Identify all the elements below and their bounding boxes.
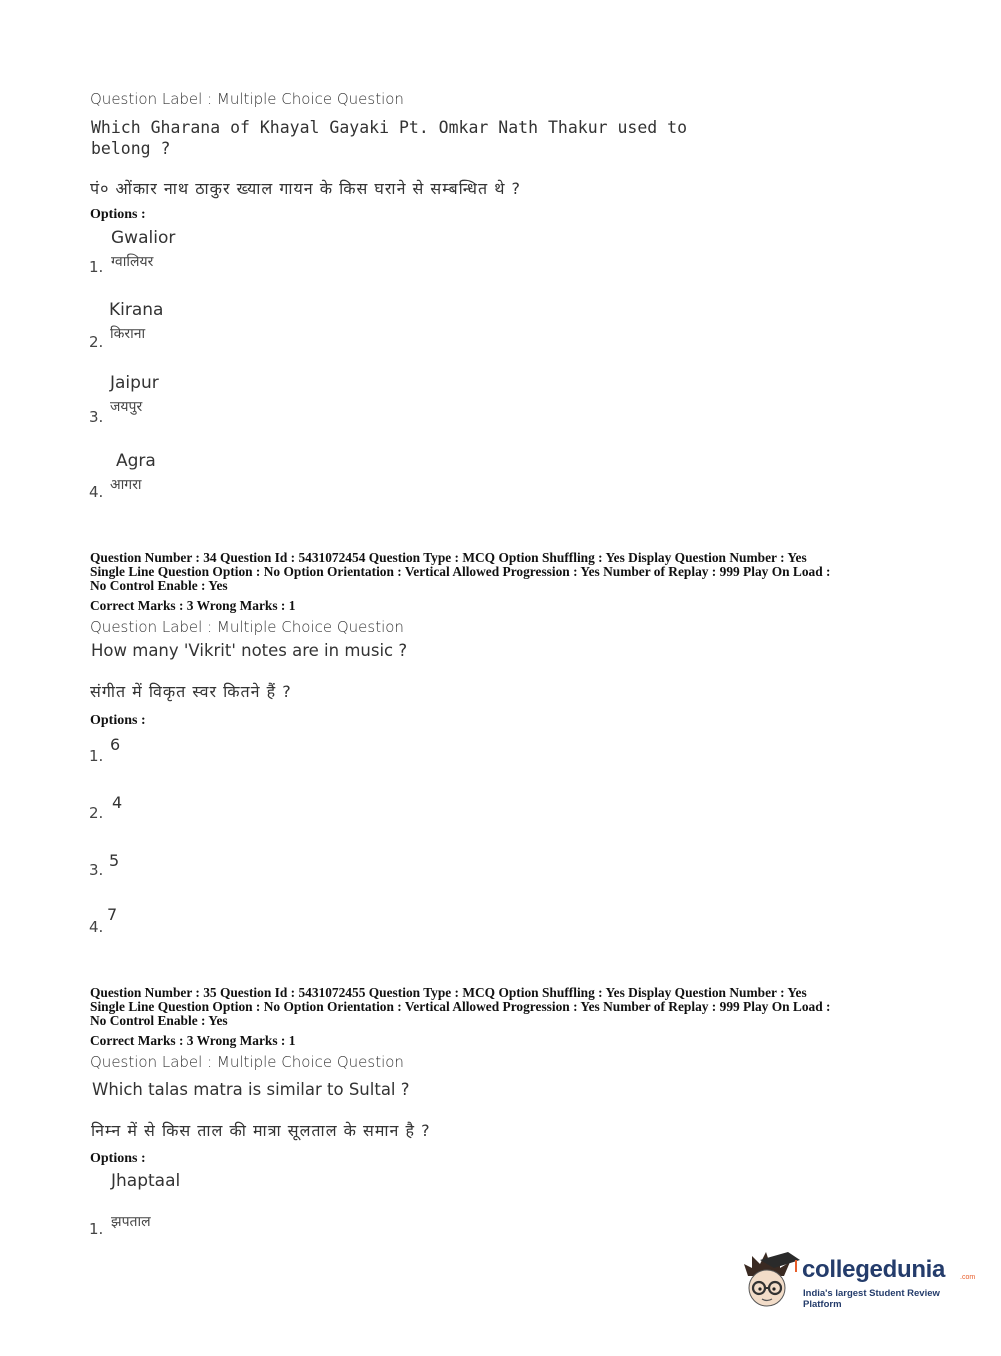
mascot-icon bbox=[740, 1248, 802, 1312]
option-4-number: 4. bbox=[89, 918, 104, 936]
option-3-value: 5 bbox=[109, 851, 120, 870]
question-text: Which talas matra is similar to Sultal ? bbox=[92, 1080, 410, 1099]
option-1-number: 1. bbox=[89, 1220, 104, 1238]
question-marks: Correct Marks : 3 Wrong Marks : 1 bbox=[90, 598, 296, 613]
option-3-number: 3. bbox=[89, 861, 104, 879]
question-label: Question Label : Multiple Choice Question bbox=[90, 90, 404, 108]
question-label: Question Label : Multiple Choice Question bbox=[90, 1053, 404, 1071]
question-text: How many 'Vikrit' notes are in music ? bbox=[91, 641, 408, 660]
question-marks: Correct Marks : 3 Wrong Marks : 1 bbox=[90, 1033, 296, 1048]
options-label: Options : bbox=[90, 713, 146, 728]
question-meta-line3: No Control Enable : Yes bbox=[90, 1013, 228, 1028]
options-label: Options : bbox=[90, 207, 146, 222]
collegedunia-logo bbox=[740, 1248, 976, 1318]
options-label: Options : bbox=[90, 1151, 146, 1166]
logo-domain-suffix: .com bbox=[960, 1274, 976, 1281]
option-1-number: 1. bbox=[89, 258, 104, 276]
question-text-hindi: संगीत में विकृत स्वर कितने हैं ? bbox=[90, 682, 292, 701]
option-1-number: 1. bbox=[89, 747, 104, 765]
option-2-value: 4 bbox=[112, 793, 123, 812]
option-1-hindi: ग्वालियर bbox=[111, 254, 154, 270]
question-text-hindi: निम्न में से किस ताल की मात्रा सूलताल के समान है ? bbox=[91, 1121, 431, 1140]
option-2-number: 2. bbox=[89, 333, 104, 351]
option-4-value: 7 bbox=[107, 905, 118, 924]
question-meta-line2: Single Line Question Option : No Option Orientation : Vertical Allowed Progression : Yes Number of Replay : 999 Play On Load : bbox=[90, 999, 831, 1014]
option-1-english: Gwalior bbox=[111, 228, 176, 248]
logo-wordmark: collegedunia bbox=[802, 1256, 946, 1283]
question-meta-line1: Question Number : 34 Question Id : 5431072454 Question Type : MCQ Option Shuffling : Yes Display Question Number : Yes bbox=[90, 550, 807, 565]
option-3-hindi: जयपुर bbox=[110, 399, 143, 415]
question-text-hindi: पं० ओंकार नाथ ठाकुर ख्याल गायन के किस घराने से सम्बन्धित थे ? bbox=[90, 179, 522, 198]
question-text-line2: belong ? bbox=[91, 139, 171, 158]
question-meta-line3: No Control Enable : Yes bbox=[90, 578, 228, 593]
question-label: Question Label : Multiple Choice Question bbox=[90, 618, 404, 636]
option-1-english: Jhaptaal bbox=[111, 1171, 181, 1191]
option-1-hindi: झपताल bbox=[111, 1214, 151, 1230]
option-3-english: Jaipur bbox=[110, 373, 159, 393]
option-4-english: Agra bbox=[116, 451, 156, 471]
option-2-english: Kirana bbox=[109, 300, 164, 320]
question-meta-line2: Single Line Question Option : No Option Orientation : Vertical Allowed Progression : Yes Number of Replay : 999 Play On Load : bbox=[90, 564, 831, 579]
option-4-hindi: आगरा bbox=[110, 477, 142, 493]
option-1-value: 6 bbox=[110, 735, 121, 754]
option-2-hindi: किराना bbox=[110, 326, 146, 342]
question-text-line1: Which Gharana of Khayal Gayaki Pt. Omkar Nath Thakur used to bbox=[91, 118, 688, 137]
option-4-number: 4. bbox=[89, 483, 104, 501]
logo-tagline: India's largest Student Review Platform bbox=[803, 1288, 940, 1310]
question-meta-line1: Question Number : 35 Question Id : 5431072455 Question Type : MCQ Option Shuffling : Yes Display Question Number : Yes bbox=[90, 985, 807, 1000]
option-3-number: 3. bbox=[89, 408, 104, 426]
option-2-number: 2. bbox=[89, 804, 104, 822]
